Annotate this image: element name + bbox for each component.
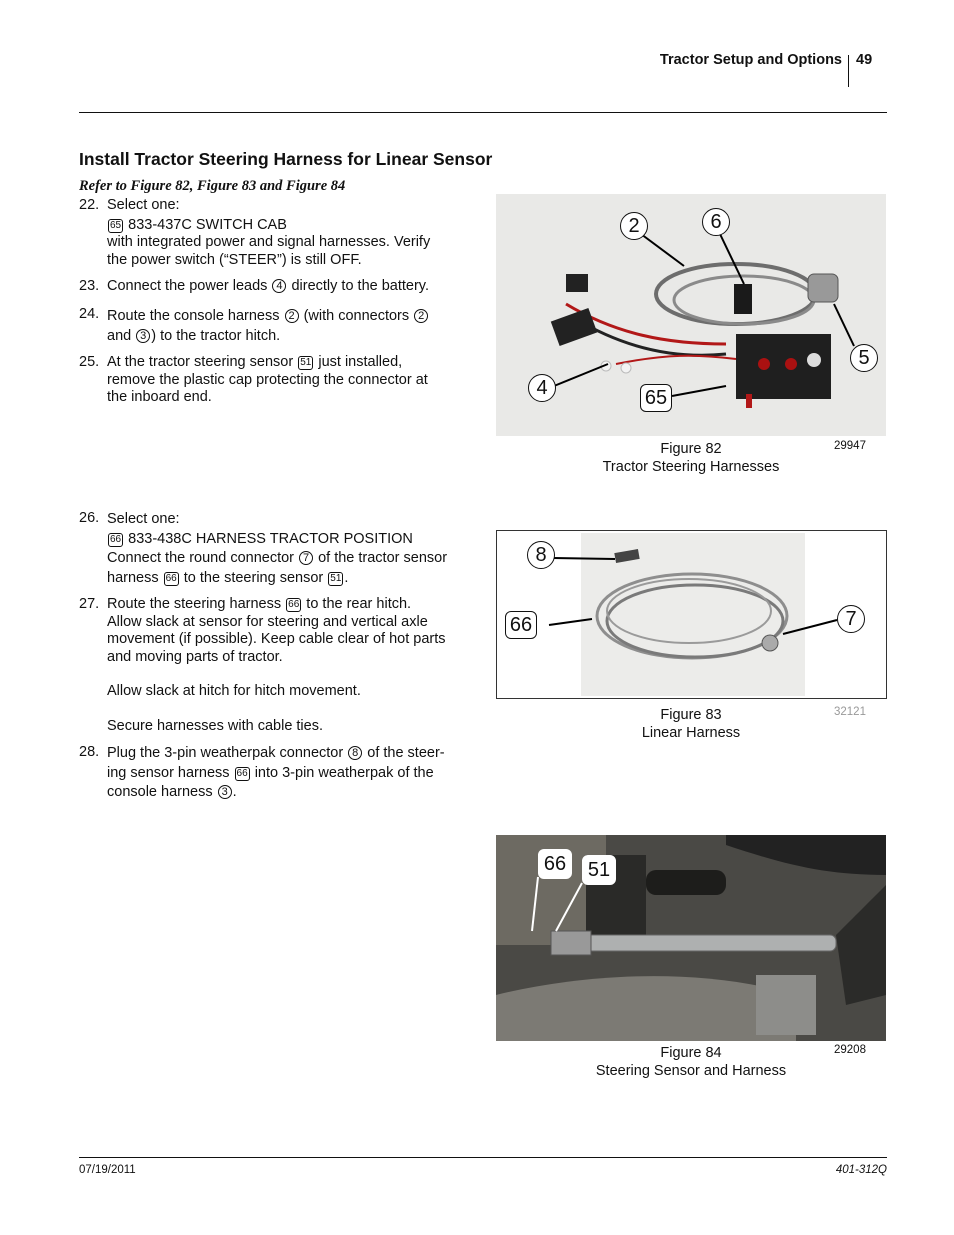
step-24: [79, 306, 474, 346]
step-text: Connect the round connector: [107, 550, 295, 566]
page-number: 49: [856, 52, 873, 68]
step-text: .: [232, 784, 237, 800]
step-text: Allow slack at hitch for hitch movement.: [107, 683, 361, 699]
part-name: 833-438C HARNESS TRACTOR POSITION: [128, 530, 413, 547]
item-ref: 51: [300, 357, 312, 368]
figure-label: Figure 82: [660, 441, 722, 457]
callout-6: 6: [702, 208, 730, 236]
step-text: and moving parts of tractor.: [107, 648, 283, 665]
harness-kit-illustration: [496, 194, 886, 436]
step-number: 26.: [79, 510, 100, 526]
step-text: just installed,: [318, 354, 403, 370]
callout-66: 66: [505, 611, 537, 639]
item-ref: 66: [288, 599, 300, 610]
step-22: [79, 197, 474, 269]
step-text: and: [107, 328, 132, 344]
figure-83-frame: [496, 530, 887, 699]
figure-title: Linear Harness: [641, 725, 741, 741]
header-rule: [79, 112, 887, 113]
figure-84-photo: [496, 835, 886, 1041]
callout-7: 7: [837, 605, 865, 633]
step-text: movement (if possible). Keep cable clear of hot parts: [107, 631, 446, 647]
step-28: [79, 744, 474, 803]
step-text: remove the plastic cap protecting the connector at: [107, 371, 428, 388]
callout-5: 5: [850, 344, 878, 372]
item-ref: 51: [330, 572, 342, 584]
step-text: console harness: [107, 784, 213, 800]
header-divider: [848, 55, 849, 87]
item-ref: 2: [414, 309, 428, 323]
step-text: Allow slack at sensor for steering and vertical axle: [107, 613, 428, 630]
item-ref: 3: [136, 329, 150, 343]
step-number: 24.: [79, 306, 100, 322]
footer-rule: [79, 1157, 887, 1158]
step-text: Select one:: [107, 511, 180, 527]
step-number: 25.: [79, 354, 100, 370]
step-text: of the steer-: [367, 745, 445, 761]
step-27: [79, 596, 474, 735]
step-25: [79, 354, 474, 407]
figure-82-id: 29947: [834, 440, 866, 452]
step-text: Connect the power leads: [107, 278, 268, 294]
step-number: 22.: [79, 197, 100, 213]
step-text: ing sensor harness: [107, 764, 230, 781]
item-ref: 3: [218, 785, 232, 799]
step-23: [79, 278, 474, 296]
step-text: At the tractor steering sensor: [107, 354, 294, 370]
item-ref: 8: [348, 746, 362, 760]
step-26: [79, 510, 474, 588]
step-text: into 3-pin weatherpak of the: [254, 764, 434, 781]
callout-51: 51: [582, 855, 616, 885]
figure-label: Figure 84: [660, 1045, 722, 1061]
step-text: harness: [107, 569, 159, 586]
callout-8: 8: [527, 541, 555, 569]
item-ref: 7: [299, 551, 313, 565]
step-number: 23.: [79, 278, 100, 294]
footer-date: 07/19/2011: [79, 1164, 136, 1176]
linear-harness-illustration: [497, 531, 886, 698]
step-text: Route the console harness: [107, 308, 280, 324]
item-ref: 4: [272, 279, 286, 293]
callout-65: 65: [640, 384, 672, 412]
step-text: directly to the battery.: [291, 278, 430, 294]
part-name: 833-437C SWITCH CAB: [128, 216, 287, 233]
step-text: to the rear hitch.: [306, 596, 412, 612]
figure-83-caption: [560, 706, 822, 742]
step-text: .: [344, 569, 349, 586]
step-number: 27.: [79, 596, 100, 612]
figure-82-photo: [496, 194, 886, 436]
part-line: [107, 530, 474, 550]
figure-83-id: 32121: [834, 706, 866, 718]
step-text: of the tractor sensor: [318, 550, 448, 566]
step-text: Plug the 3-pin weatherpak connector: [107, 745, 344, 761]
figure-title: Steering Sensor and Harness: [595, 1063, 787, 1079]
running-header-title: Tractor Setup and Options: [659, 52, 842, 68]
item-ref: 66: [236, 767, 248, 779]
figure-label: Figure 83: [660, 707, 722, 723]
section-title: Install Tractor Steering Harness for Linear Sensor: [79, 149, 493, 169]
footer-doc-number: 401-312Q: [835, 1164, 887, 1176]
step-number: 28.: [79, 744, 100, 760]
item-ref: 66: [110, 533, 122, 545]
figure-84-caption: [560, 1044, 822, 1080]
item-ref: 2: [285, 309, 299, 323]
figure-82-caption: [560, 440, 822, 476]
step-text: with integrated power and signal harnesses. Verify: [107, 234, 431, 250]
step-text: Route the steering harness: [107, 596, 282, 612]
step-text: to the steering sensor: [183, 569, 324, 586]
step-text: the inboard end.: [107, 389, 212, 405]
figure-84-id: 29208: [834, 1044, 866, 1056]
figure-reference: Refer to Figure 82, Figure 83 and Figure 84: [79, 178, 346, 194]
step-text: Secure harnesses with cable ties.: [107, 717, 323, 734]
callout-4: 4: [528, 374, 556, 402]
figure-title: Tractor Steering Harnesses: [602, 459, 780, 475]
callout-66: 66: [538, 849, 572, 879]
step-text: ) to the tractor hitch.: [151, 328, 281, 344]
step-text: (with connectors: [303, 308, 410, 324]
item-ref: 66: [165, 572, 177, 584]
step-text: the power switch (“STEER”) is still OFF.: [107, 251, 362, 268]
item-ref: 65: [110, 219, 122, 231]
callout-2: 2: [620, 212, 648, 240]
part-line: [107, 217, 474, 235]
step-text: Select one:: [107, 197, 180, 213]
